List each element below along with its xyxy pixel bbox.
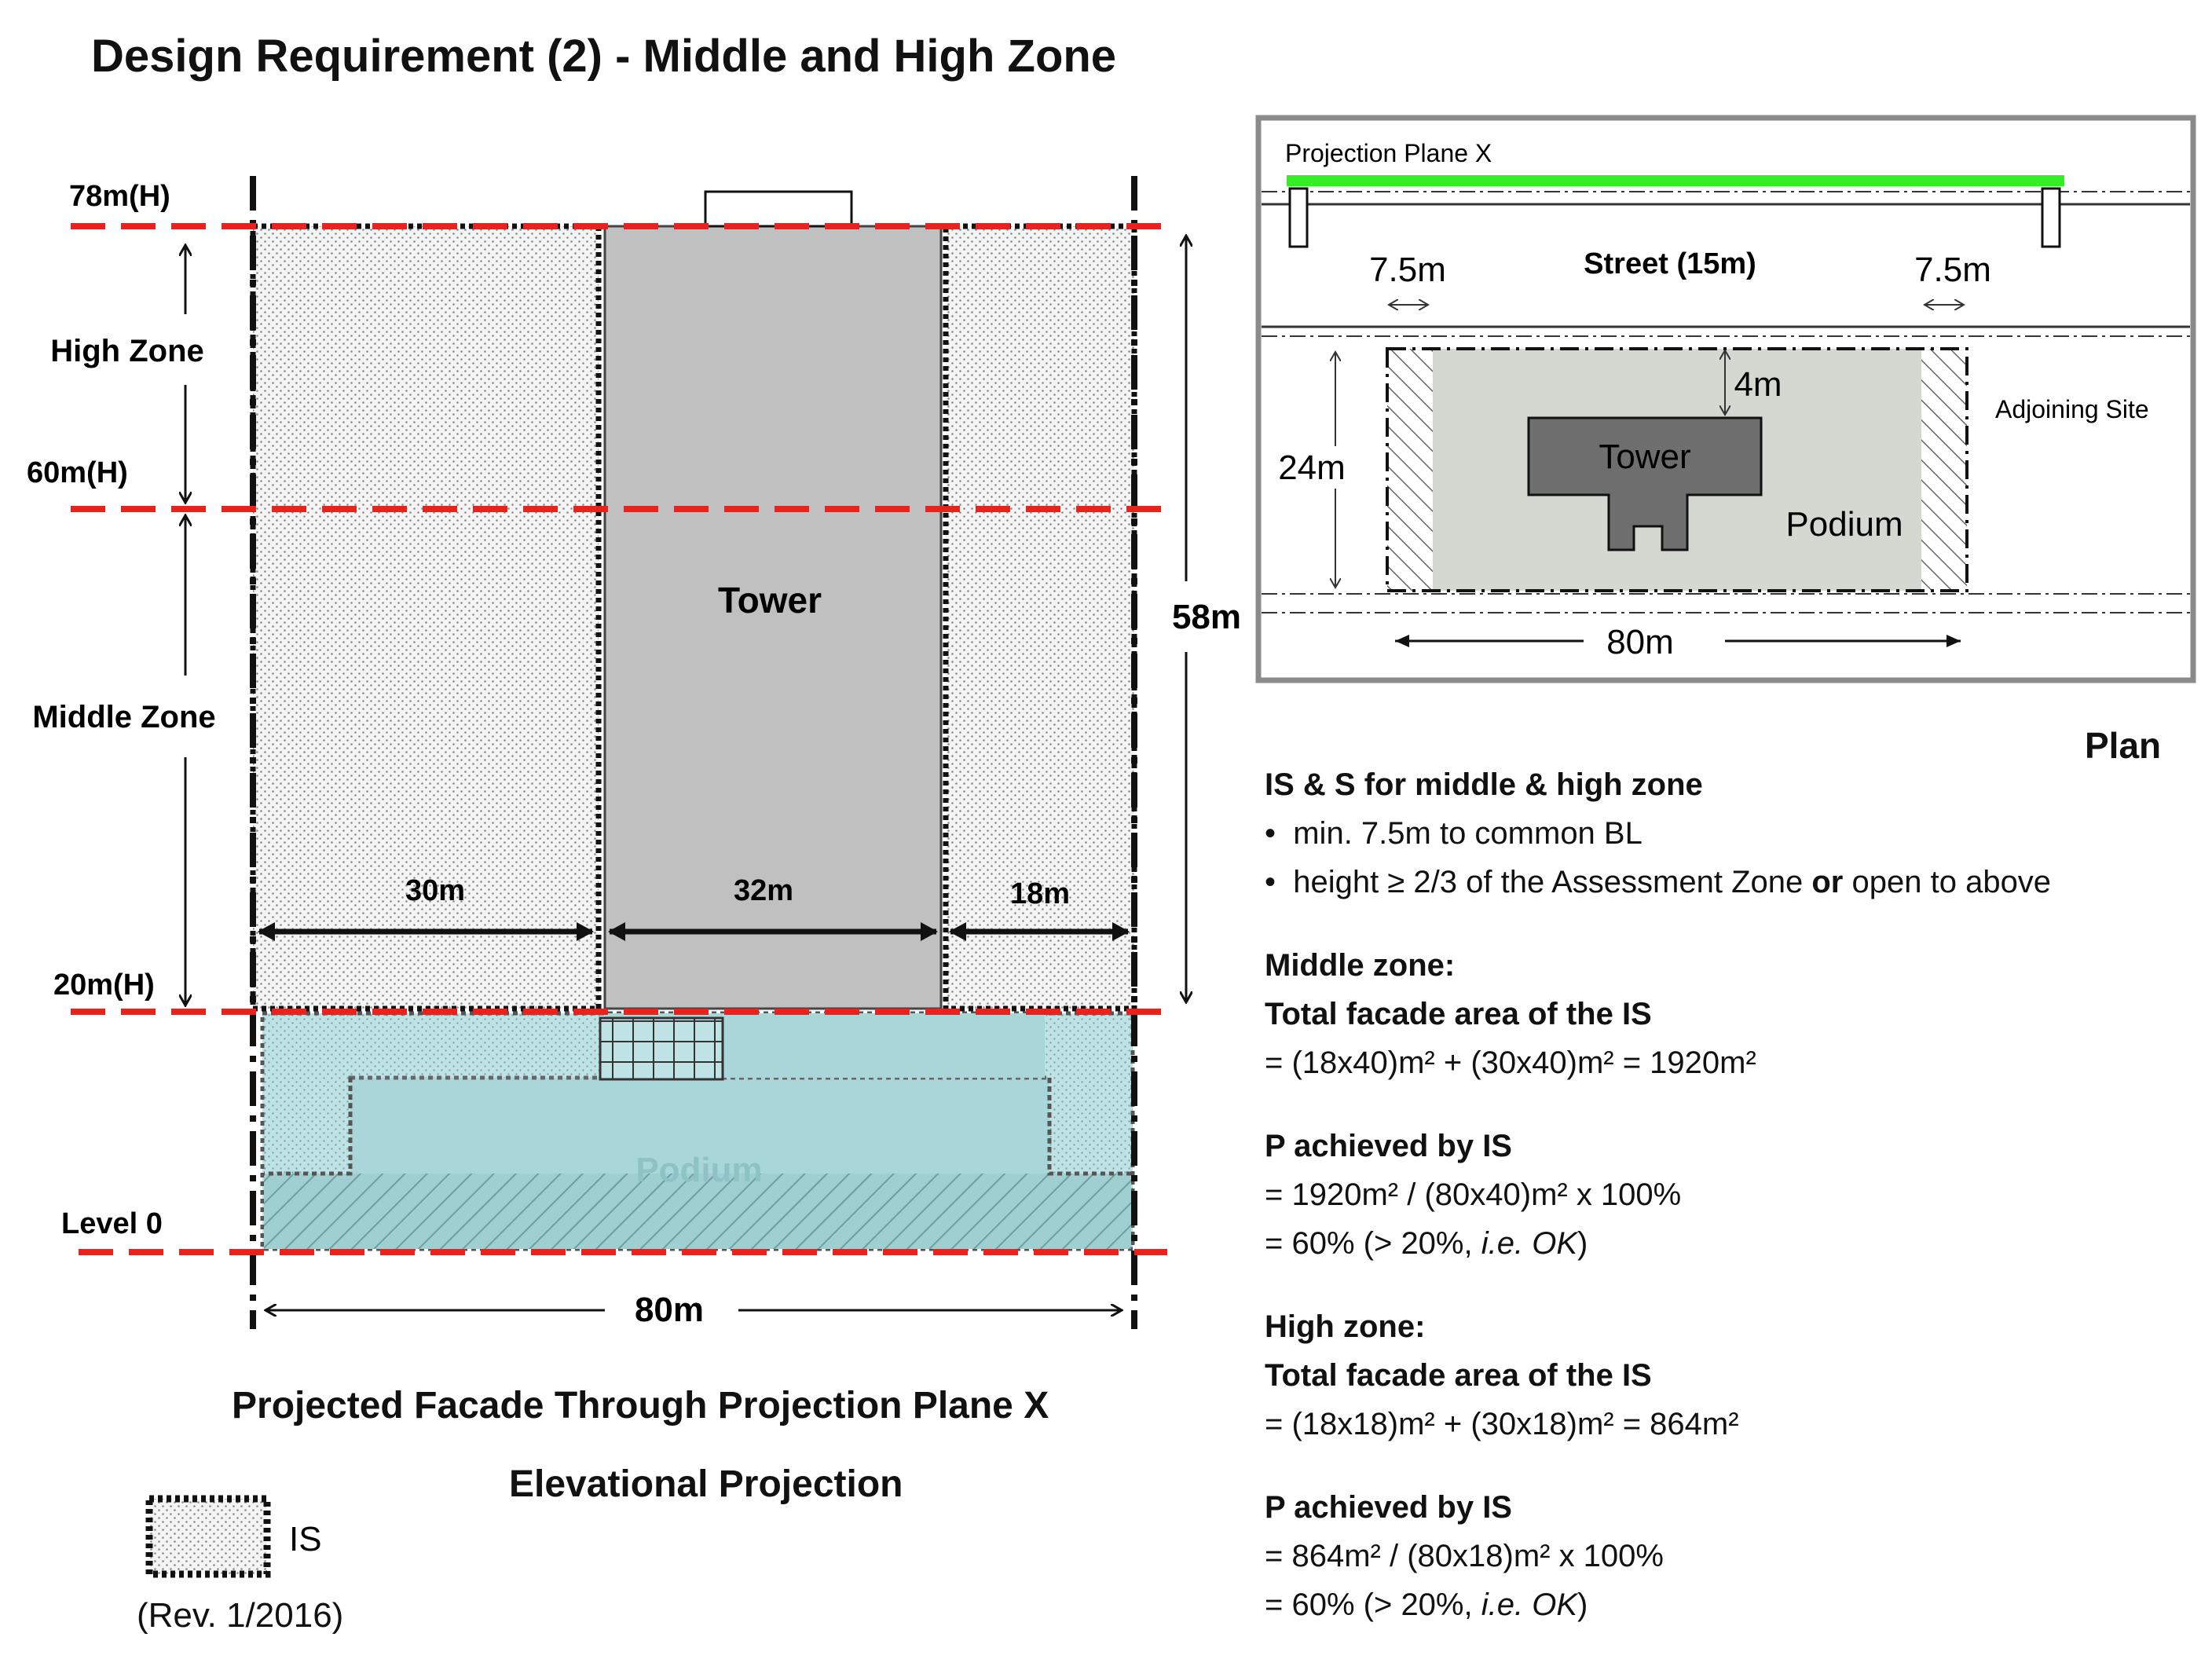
level-label-0: Level 0 [61,1207,163,1240]
level-label-60: 60m(H) [27,456,128,489]
revision-label: (Rev. 1/2016) [137,1596,344,1635]
notes-bullet-1: • min. 7.5m to common BL [1265,816,1643,851]
elevation-caption-2: Elevational Projection [509,1463,903,1505]
notes-panel [1265,760,2168,1629]
street-label: Street (15m) [1584,247,1756,280]
dim-58m-label: 58m [1171,598,1242,636]
dim-18m-label: 18m [1009,877,1071,910]
high-area-calc: = (18x18)m² + (30x18)m² = 864m² [1265,1407,1739,1441]
dim-80m-label: 80m [634,1291,705,1329]
plan-width-label: 80m [1606,623,1674,661]
plan-podium-label: Podium [1785,505,1903,544]
middle-zone-heading: Middle zone: [1265,948,1456,983]
level-label-78: 78m(H) [69,180,170,213]
dim-32m-label: 32m [733,874,794,907]
podium-label: Podium [635,1151,763,1189]
middle-area-heading: Total facade area of the IS [1265,997,1652,1031]
middle-p-calc: = 1920m² / (80x40)m² x 100% [1265,1177,1682,1212]
plan-diagram [1254,113,2212,694]
setback-left-label: 7.5m [1369,251,1446,289]
middle-area-calc: = (18x40)m² + (30x40)m² = 1920m² [1265,1046,1756,1080]
offset-label: 4m [1734,365,1782,404]
plan-tower-label: Tower [1599,438,1691,476]
elevation-caption-1: Projected Facade Through Projection Plane X [232,1385,1049,1426]
high-p-result: = 60% (> 20%, i.e. OK) [1265,1588,1588,1622]
legend-swatch [149,1499,267,1574]
setback-zone-left [1387,349,1433,591]
projection-plane-label: Projection Plane X [1285,139,1492,167]
dim-30m-label: 30m [405,874,466,907]
level-label-20: 20m(H) [53,969,155,1002]
roof-structure [705,192,851,226]
high-zone-heading: High zone: [1265,1309,1426,1344]
plan-caption: Plan [2085,725,2162,766]
high-p-heading: P achieved by IS [1265,1490,1512,1525]
middle-p-result: = 60% (> 20%, i.e. OK) [1265,1226,1588,1261]
adjoining-label: Adjoining Site [1995,395,2149,423]
high-area-heading: Total facade area of the IS [1265,1358,1652,1393]
high-p-calc: = 864m² / (80x18)m² x 100% [1265,1539,1664,1573]
plane-post-right [2042,189,2060,247]
depth-label: 24m [1278,449,1346,487]
notes-heading: IS & S for middle & high zone [1265,767,1703,802]
tower-label: Tower [717,580,822,621]
middle-p-heading: P achieved by IS [1265,1129,1512,1163]
grid-block [600,1018,723,1079]
setback-zone-right [1921,349,1967,591]
legend-label: IS [289,1520,322,1558]
high-zone-label: High Zone [50,334,204,368]
notes-bullet-2: • height ≥ 2/3 of the Assessment Zone or open to above [1265,865,2052,899]
plane-post-left [1290,189,1307,247]
setback-right-label: 7.5m [1914,251,1991,289]
middle-zone-label: Middle Zone [32,700,216,734]
page-title: Design Requirement (2) - Middle and High Zone [91,31,1117,82]
